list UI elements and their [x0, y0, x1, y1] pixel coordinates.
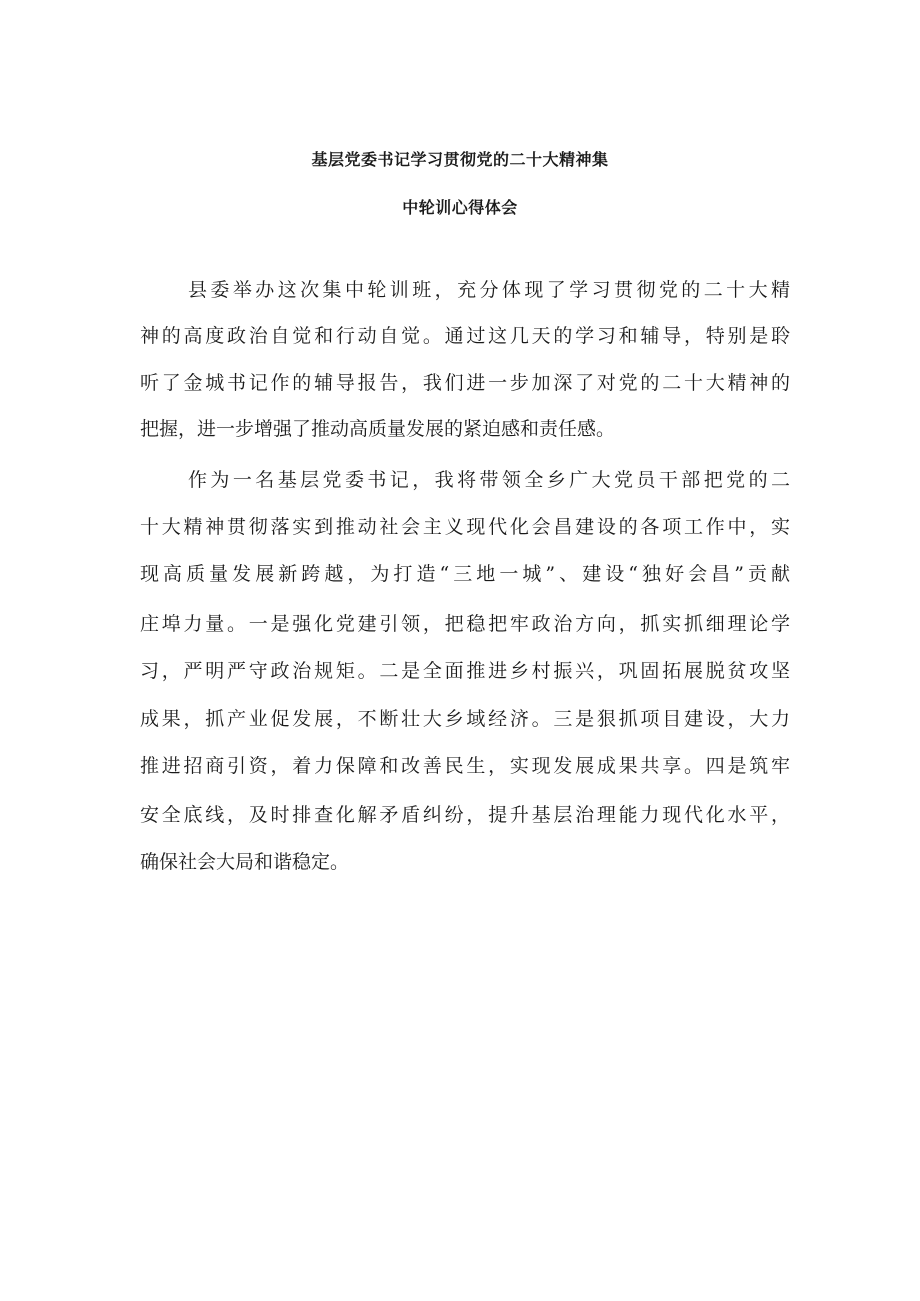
paragraph-line: 十大精神贯彻落实到推动社会主义现代化会昌建设的各项工作中，实 — [140, 516, 790, 538]
paragraph-line: 安全底线，及时排查化解矛盾纠纷，提升基层治理能力现代化水平， — [140, 804, 790, 826]
paragraph-line: 神的高度政治自觉和行动自觉。通过这几天的学习和辅导，特别是聆 — [140, 325, 790, 347]
paragraph-line: 成果，抓产业促发展，不断壮大乡域经济。三是狠抓项目建设，大力 — [140, 708, 790, 730]
paragraph-line: 县委举办这次集中轮训班，充分体现了学习贯彻党的二十大精 — [188, 279, 790, 301]
paragraph-line: 作为一名基层党委书记，我将带领全乡广大党员干部把党的二 — [188, 469, 790, 491]
paragraph-line: 现高质量发展新跨越，为打造“三地一城”、建设“独好会昌”贡献 — [140, 563, 790, 585]
paragraph-line: 推进招商引资，着力保障和改善民生，实现发展成果共享。四是筑牢 — [140, 755, 790, 777]
document-title-line-1: 基层党委书记学习贯彻党的二十大精神集 — [311, 150, 609, 169]
document-title-line-2: 中轮训心得体会 — [402, 198, 518, 217]
paragraph-line: 把握，进一步增强了推动高质量发展的紧迫感和责任感。 — [140, 418, 616, 440]
paragraph-line: 听了金城书记作的辅导报告，我们进一步加深了对党的二十大精神的 — [140, 372, 790, 394]
paragraph-line: 确保社会大局和谐稳定。 — [140, 851, 350, 873]
paragraph-line: 习，严明严守政治规矩。二是全面推进乡村振兴，巩固拓展脱贫攻坚 — [140, 660, 790, 682]
paragraph-line: 庄埠力量。一是强化党建引领，把稳把牢政治方向，抓实抓细理论学 — [140, 613, 790, 635]
